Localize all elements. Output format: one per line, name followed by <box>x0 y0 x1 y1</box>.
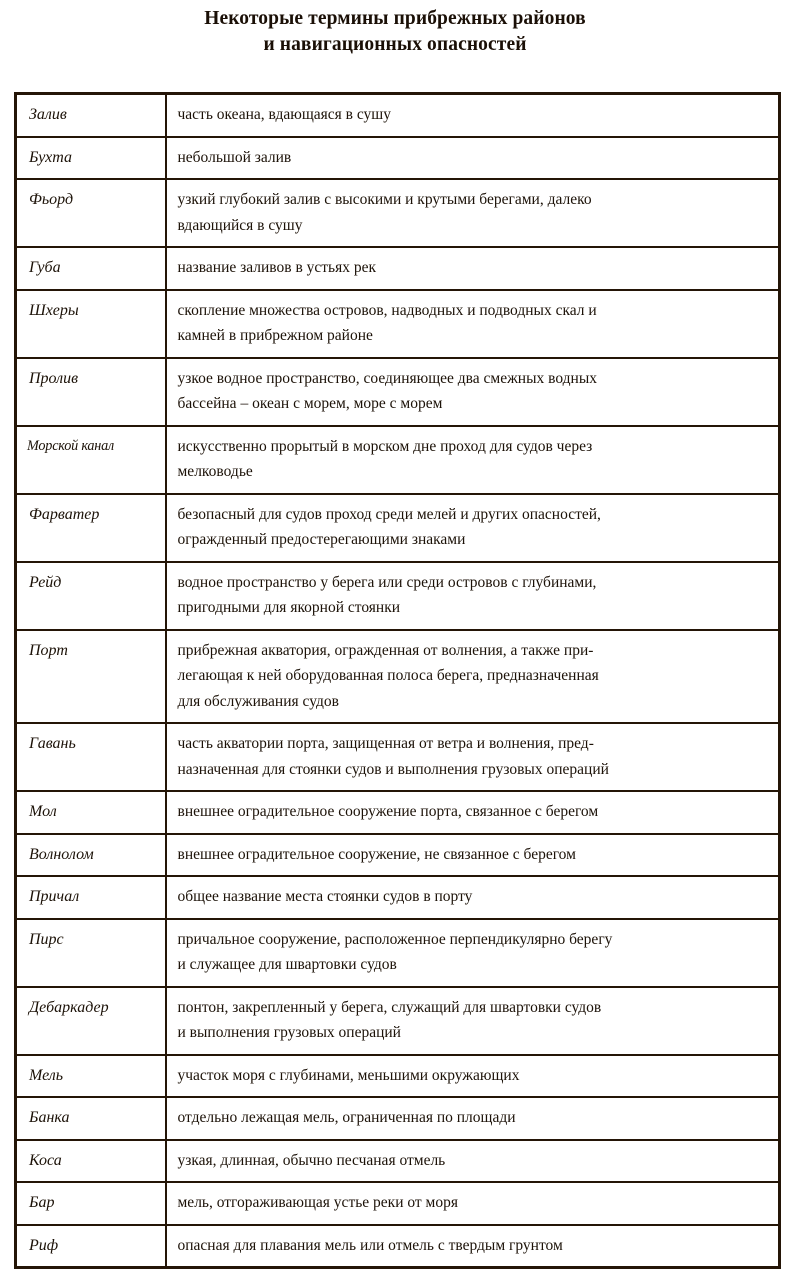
definition-line: камней в прибрежном районе <box>177 327 373 344</box>
definition-cell <box>166 358 780 426</box>
term-cell: Рейд <box>16 562 166 630</box>
definition-line: мель, отгораживающая устье реки от моря <box>177 1194 458 1211</box>
term-cell: Фьорд <box>16 179 166 247</box>
definition-cell <box>166 1097 780 1140</box>
term-cell: Пирс <box>16 919 166 987</box>
definition-cell <box>166 987 780 1055</box>
table-row <box>16 562 780 630</box>
definition-cell <box>166 1225 780 1268</box>
definition-line: часть океана, вдающаяся в сушу <box>177 106 391 123</box>
definition-line: искусственно прорытый в морском дне проход для судов через <box>177 437 593 455</box>
definition-cell <box>166 1055 780 1098</box>
definition-line: узкий глубокий залив с высокими и крутыми берегами, далеко <box>177 191 592 208</box>
table-row <box>16 1097 780 1140</box>
table-row <box>16 1055 780 1098</box>
page-title-line-2: и навигационных опасностей <box>263 34 527 55</box>
term-cell: Гавань <box>16 723 166 791</box>
definition-cell <box>166 426 780 494</box>
definition-line: мелководье <box>177 463 253 480</box>
definition-cell <box>166 137 780 180</box>
table-row <box>16 1225 780 1268</box>
term-cell: Дебаркадер <box>16 987 166 1055</box>
definition-cell <box>166 1140 780 1183</box>
table-row <box>16 876 780 919</box>
definition-line: безопасный для судов проход среди мелей и других опасностей, <box>177 505 601 523</box>
definition-cell <box>166 94 780 137</box>
definition-line: узкая, длинная, обычно песчаная отмель <box>177 1151 446 1169</box>
terms-table-container <box>14 92 778 1269</box>
term-cell: Шхеры <box>16 290 166 358</box>
table-row <box>16 919 780 987</box>
table-row <box>16 1182 780 1225</box>
definition-line: бассейна – океан с морем, море с морем <box>177 395 443 412</box>
term-cell: Бар <box>16 1182 166 1225</box>
term-cell: Причал <box>16 876 166 919</box>
definition-cell <box>166 179 780 247</box>
table-row <box>16 179 780 247</box>
terms-table <box>14 92 781 1269</box>
term-cell: Фарватер <box>16 494 166 562</box>
definition-line: пригодными для якорной стоянки <box>177 599 401 616</box>
definition-line: отдельно лежащая мель, ограниченная по площади <box>177 1109 516 1126</box>
definition-cell <box>166 247 780 290</box>
definition-cell <box>166 630 780 724</box>
term-cell: Залив <box>16 94 166 137</box>
table-row <box>16 494 780 562</box>
definition-line: внешнее оградительное сооружение, не связанное с берегом <box>177 845 576 863</box>
definition-line: и выполнения грузовых операций <box>177 1024 401 1041</box>
term-cell: Волнолом <box>16 834 166 877</box>
table-row <box>16 791 780 834</box>
definition-line: вдающийся в сушу <box>177 216 303 234</box>
table-row <box>16 723 780 791</box>
definition-line: узкое водное пространство, соединяющее два смежных водных <box>177 369 597 387</box>
table-row <box>16 137 780 180</box>
definition-line: и служащее для швартовки судов <box>177 956 397 973</box>
term-cell: Мель <box>16 1055 166 1098</box>
definition-line: название заливов в устьях рек <box>177 259 377 276</box>
term-cell: Морской канал <box>16 426 166 494</box>
definition-line: небольшой залив <box>177 148 292 166</box>
definition-cell <box>166 876 780 919</box>
table-row <box>16 247 780 290</box>
term-cell: Бухта <box>16 137 166 180</box>
definition-line: часть акватории порта, защищенная от ветра и волнения, пред- <box>177 735 594 752</box>
table-row <box>16 834 780 877</box>
table-row <box>16 426 780 494</box>
table-row <box>16 987 780 1055</box>
definition-cell <box>166 1182 780 1225</box>
definition-cell <box>166 834 780 877</box>
definition-cell <box>166 562 780 630</box>
definition-line: общее название места стоянки судов в порту <box>177 888 473 905</box>
definition-line: внешнее оградительное сооружение порта, связанное с берегом <box>177 803 599 820</box>
definition-cell <box>166 290 780 358</box>
table-row <box>16 290 780 358</box>
page-title <box>0 0 790 58</box>
page-title-line-1: Некоторые термины прибрежных районов <box>204 8 586 29</box>
definition-cell <box>166 494 780 562</box>
definition-cell <box>166 919 780 987</box>
table-row <box>16 1140 780 1183</box>
term-cell: Мол <box>16 791 166 834</box>
definition-cell <box>166 723 780 791</box>
definition-line: легающая к ней оборудованная полоса берега, предназначенная <box>177 667 599 684</box>
definition-line: водное пространство у берега или среди островов с глубинами, <box>177 573 597 591</box>
definition-line: для обслуживания судов <box>177 692 339 710</box>
table-row <box>16 358 780 426</box>
term-cell: Губа <box>16 247 166 290</box>
term-cell: Порт <box>16 630 166 724</box>
table-row <box>16 630 780 724</box>
definition-line: причальное сооружение, расположенное перпендикулярно берегу <box>177 930 613 948</box>
term-cell: Пролив <box>16 358 166 426</box>
definition-line: понтон, закрепленный у берега, служащий для швартовки судов <box>177 998 602 1016</box>
definition-line: опасная для плавания мель или отмель с твердым грунтом <box>177 1236 563 1254</box>
terms-table-body <box>16 94 780 1268</box>
table-row <box>16 94 780 137</box>
definition-cell <box>166 791 780 834</box>
definition-line: прибрежная акватория, огражденная от волнения, а также при- <box>177 641 594 659</box>
definition-line: участок моря с глубинами, меньшими окружающих <box>177 1066 520 1084</box>
term-cell: Риф <box>16 1225 166 1268</box>
term-cell: Коса <box>16 1140 166 1183</box>
definition-line: назначенная для стоянки судов и выполнения грузовых операций <box>177 760 609 778</box>
definition-line: огражденный предостерегающими знаками <box>177 531 466 548</box>
definition-line: скопление множества островов, надводных и подводных скал и <box>177 301 597 319</box>
term-cell: Банка <box>16 1097 166 1140</box>
